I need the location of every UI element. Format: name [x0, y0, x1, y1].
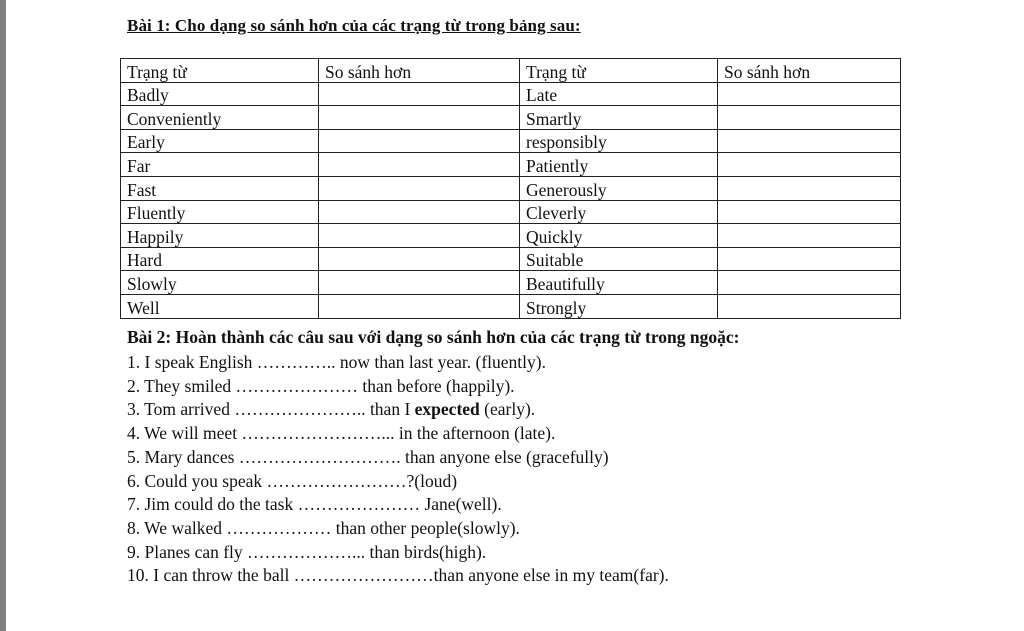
answer-cell [718, 153, 901, 177]
adverb-cell: Fluently [121, 200, 319, 224]
sentence-text-end: (early). [479, 399, 536, 420]
table-header-row [121, 59, 901, 83]
sentence-text: 6. Could you speak ……………………?(loud) [127, 470, 458, 491]
answer-cell [319, 153, 520, 177]
sentence-text: 4. We will meet ……………………... in the afternoon (late). [127, 423, 556, 444]
answer-cell [319, 176, 520, 200]
answer-cell [319, 129, 520, 153]
answer-cell [319, 247, 520, 271]
table-row [121, 271, 901, 295]
adverb-cell: Slowly [121, 271, 319, 295]
list-item [127, 541, 669, 565]
list-item [127, 351, 669, 375]
list-item [127, 375, 669, 399]
adverb-cell: Patiently [520, 153, 718, 177]
sentence-text: 1. I speak English ………….. now than last year. (fluently). [127, 352, 546, 372]
sentence-text: 7. Jim could do the task ………………… Jane(well). [127, 494, 502, 515]
list-item [127, 493, 669, 517]
list-item [127, 422, 669, 446]
bold-word: expected [414, 399, 480, 420]
answer-cell [718, 200, 901, 224]
adverb-cell: Strongly [520, 294, 718, 318]
adverb-table [120, 58, 901, 319]
adverb-cell: Badly [121, 82, 319, 106]
answer-cell [319, 200, 520, 224]
adverb-cell: Quickly [520, 224, 718, 248]
adverb-cell: Conveniently [121, 106, 319, 130]
table-row [121, 129, 901, 153]
document-page [6, 0, 1024, 631]
header-cell: So sánh hơn [718, 59, 901, 83]
answer-cell [319, 82, 520, 106]
sentence-text: 10. I can throw the ball ……………………than anyone else in my team(far). [127, 565, 669, 586]
adverb-cell: responsibly [520, 129, 718, 153]
header-cell: Trạng từ [520, 59, 718, 83]
answer-cell [319, 106, 520, 130]
adverb-cell: Suitable [520, 247, 718, 271]
answer-cell [718, 106, 901, 130]
sentence-text: 3. Tom arrived ………………….. than I [127, 399, 415, 420]
adverb-cell: Cleverly [520, 200, 718, 224]
adverb-cell: Early [121, 129, 319, 153]
list-item [127, 398, 669, 422]
table-row [121, 200, 901, 224]
adverb-cell: Beautifully [520, 271, 718, 295]
sentence-text: 8. We walked ……………… than other people(slowly). [127, 517, 520, 538]
list-item [127, 470, 669, 494]
answer-cell [718, 129, 901, 153]
table-row [121, 247, 901, 271]
sentence-text: 5. Mary dances ………………………. than anyone else (gracefully) [127, 446, 609, 467]
exercise-1-title: Bài 1: Cho dạng so sánh hơn của các trạng từ trong bảng sau: [127, 16, 581, 35]
adverb-cell: Fast [121, 176, 319, 200]
list-item [127, 446, 669, 470]
table-row [121, 153, 901, 177]
adverb-cell: Hard [121, 247, 319, 271]
answer-cell [319, 294, 520, 318]
header-cell: So sánh hơn [319, 59, 520, 83]
table-row [121, 106, 901, 130]
answer-cell [718, 271, 901, 295]
adverb-cell: Far [121, 153, 319, 177]
sentence-text: 2. They smiled ………………… than before (happily). [127, 375, 515, 396]
header-cell: Trạng từ [121, 59, 319, 83]
answer-cell [718, 82, 901, 106]
answer-cell [319, 224, 520, 248]
table-row [121, 176, 901, 200]
adverb-cell: Smartly [520, 106, 718, 130]
adverb-cell: Late [520, 82, 718, 106]
answer-cell [718, 294, 901, 318]
answer-cell [718, 224, 901, 248]
table-row [121, 294, 901, 318]
sentence-text: 9. Planes can fly ………………... than birds(high). [127, 541, 487, 562]
exercise-2-list [127, 351, 669, 588]
adverb-cell: Happily [121, 224, 319, 248]
adverb-cell: Generously [520, 176, 718, 200]
list-item [127, 517, 669, 541]
list-item [127, 564, 669, 588]
answer-cell [718, 176, 901, 200]
table-row [121, 82, 901, 106]
answer-cell [319, 271, 520, 295]
adverb-cell: Well [121, 294, 319, 318]
exercise-2-title: Bài 2: Hoàn thành các câu sau với dạng so sánh hơn của các trạng từ trong ngoặc: [127, 327, 740, 347]
table-row [121, 224, 901, 248]
answer-cell [718, 247, 901, 271]
